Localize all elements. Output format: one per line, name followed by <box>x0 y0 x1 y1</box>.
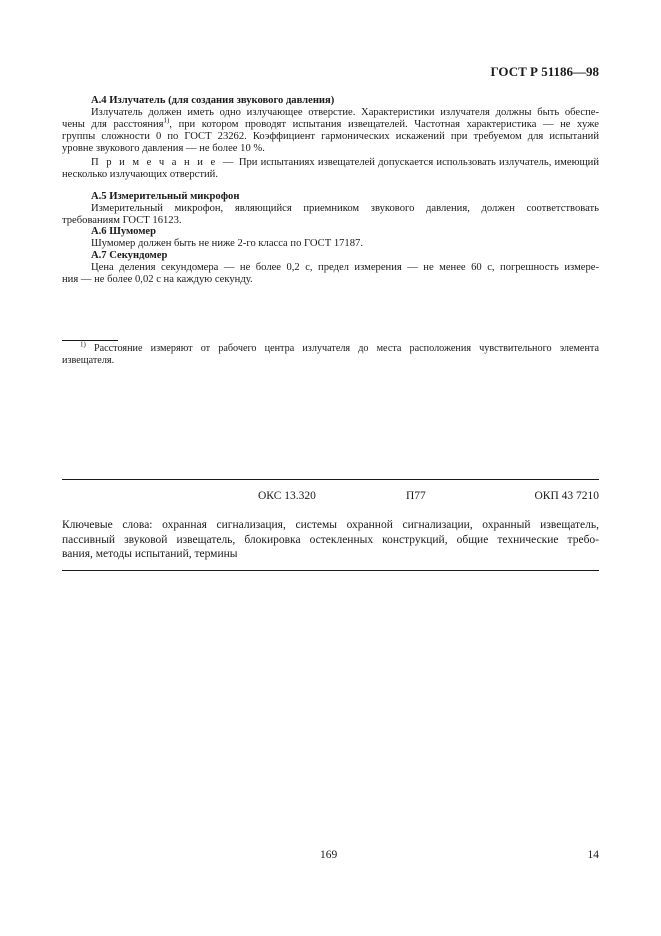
section-a4 <box>62 95 599 155</box>
note <box>62 157 599 181</box>
section-a5-line-1: Измерительный микрофон, являющийся приемником звукового давления, должен соответствовать <box>91 203 599 214</box>
keywords-line-3: вания, методы испытаний, термины <box>62 548 238 560</box>
section-a4-line-1: Излучатель должен иметь одно излучающее отверстие. Характеристики излучателя должны быть обеспе- <box>91 107 599 118</box>
footnote-line-1 <box>62 340 600 355</box>
note-text: При испытаниях извещателей допускается использовать излучатель, имеющий <box>238 157 600 168</box>
keywords-line-2: пассивный звуковой извещатель, блокировка остекленных конструкций, общие технические требо- <box>62 533 599 546</box>
footnote-text: Расстояние измеряют от рабочего центра излучателя до места расположения чувствительного элемента <box>93 343 600 354</box>
keywords <box>62 518 599 562</box>
section-a4-line-2a: чены для расстояния <box>62 119 164 130</box>
section-a4-line-4: уровне звукового давления — не более 10 %. <box>62 143 265 154</box>
section-a7-line-1: Цена деления секундомера — не более 0,2 с, предел измерения — не менее 60 с, погрешность измере- <box>91 262 599 273</box>
page-number-right: 14 <box>587 849 599 861</box>
note-line-1 <box>62 157 599 169</box>
page-number-center: 169 <box>320 849 338 861</box>
footnote-marker: 1) <box>80 340 86 349</box>
section-a5-heading: А.5 Измерительный микрофон <box>91 191 240 202</box>
section-a6 <box>62 226 599 250</box>
section-a5-line-2: требованиям ГОСТ 16123. <box>62 215 182 226</box>
note-line-2: несколько излучающих отверстий. <box>62 169 218 180</box>
section-a7-heading: А.7 Секундомер <box>91 250 168 261</box>
section-a7-line-2: ния — не более 0,02 с на каждую секунду. <box>62 274 253 285</box>
footnote-line-2: извещателя. <box>62 355 115 366</box>
oks-code: ОКС 13.320 <box>258 490 316 502</box>
section-a4-line-2b: , при котором проводят испытания извещателей. Частотная характеристика — не хуже <box>169 119 599 130</box>
keywords-line-1: Ключевые слова: охранная сигнализация, системы охранной сигнализации, охранный извещатель, <box>62 519 599 531</box>
section-a6-line-1: Шумомер должен быть не ниже 2-го класса по ГОСТ 17187. <box>91 238 363 249</box>
okp-code: ОКП 43 7210 <box>534 490 599 502</box>
note-label: П р и м е ч а н и е — <box>91 157 236 168</box>
footnote-divider <box>62 340 118 341</box>
section-a4-line-3: группы сложности 0 по ГОСТ 23262. Коэффициент гармонических искажений при требуемом для испытаний <box>62 131 599 142</box>
section-a7 <box>62 250 599 286</box>
section-a6-heading: А.6 Шумомер <box>91 226 157 237</box>
footnote <box>62 340 600 367</box>
footnote-ref: 1) <box>163 116 170 125</box>
section-a4-line-2 <box>62 116 599 131</box>
standard-code: ГОСТ Р 51186—98 <box>490 64 599 79</box>
top-divider <box>62 479 599 480</box>
bottom-divider <box>62 570 599 571</box>
section-a5 <box>62 191 599 227</box>
group-code: П77 <box>406 490 426 502</box>
section-a4-heading: А.4 Излучатель (для создания звукового давления) <box>91 95 335 106</box>
